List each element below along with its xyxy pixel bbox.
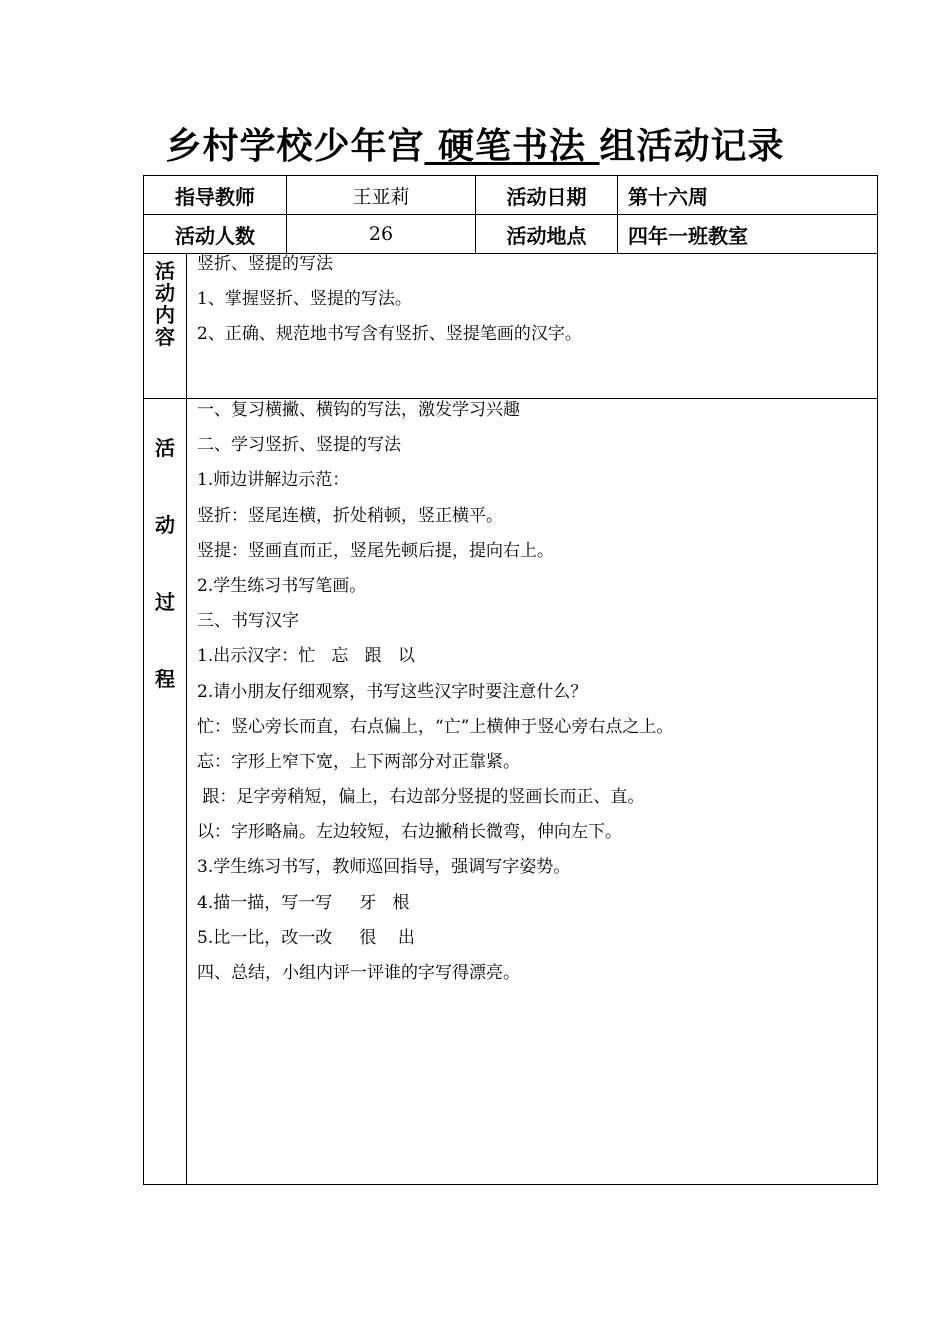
process-label-char: 活 [155, 436, 175, 460]
process-line: 竖折：竖尾连横，折处稍顿，竖正横平。 [197, 505, 503, 526]
process-line: 5.比一比，改一改 很 出 [197, 927, 415, 948]
process-line: 2.请小朋友仔细观察，书写这些汉字时要注意什么？ [197, 681, 588, 702]
content-label-char: 活 [155, 259, 175, 283]
process-label-char: 过 [155, 590, 175, 614]
place-label: 活动地点 [476, 215, 618, 254]
process-line: 一、复习横撇、横钩的写法，激发学习兴趣 [197, 400, 520, 420]
date-label: 活动日期 [476, 176, 618, 215]
process-line: 1.师边讲解边示范： [197, 470, 350, 491]
process-line: 1.出示汉字：忙 忘 跟 以 [197, 646, 415, 667]
process-line: 二、学习竖折、竖提的写法 [197, 435, 401, 456]
process-line: 三、书写汉字 [197, 611, 299, 632]
content-label [144, 254, 187, 399]
process-line: 4.描一描，写一写 牙 根 [197, 892, 410, 913]
process-line: 竖提：竖画直而正，竖尾先顿后提，提向右上。 [197, 540, 554, 561]
process-line: 忘：字形上窄下宽，上下两部分对正靠紧。 [197, 751, 520, 772]
date-value: 第十六周 [618, 176, 878, 215]
content-line: 2、正确、规范地书写含有竖折、竖提笔画的汉字。 [197, 324, 582, 345]
teacher-value: 王亚莉 [287, 176, 476, 215]
process-label [144, 399, 187, 1185]
content-line: 竖折、竖提的写法 [197, 254, 333, 274]
teacher-label: 指导教师 [144, 176, 287, 215]
process-line: 四、总结，小组内评一评谁的字写得漂亮。 [197, 963, 520, 983]
title-prefix: 乡村学校少年宫 [165, 125, 425, 167]
content-label-char: 动 [155, 281, 175, 305]
count-label: 活动人数 [144, 215, 287, 254]
content-label-char: 内 [155, 303, 175, 327]
content-line: 1、掌握竖折、竖提的写法。 [197, 289, 412, 310]
place-value: 四年一班教室 [618, 215, 878, 254]
process-label-char: 程 [155, 667, 175, 691]
record-table [143, 175, 878, 1185]
content-label-char: 容 [155, 325, 175, 349]
page-title [0, 118, 950, 169]
process-line: 2.学生练习书写笔画。 [197, 575, 367, 596]
process-line: 以：字形略扁。左边较短，右边撇稍长微弯，伸向左下。 [197, 822, 622, 843]
content-body [187, 254, 878, 399]
title-subject: 硬笔书法 [424, 125, 600, 167]
process-line: 忙：竖心旁长而直，右点偏上，“亡”上横伸于竖心旁右点之上。 [197, 716, 674, 737]
title-suffix: 组活动记录 [599, 125, 785, 167]
process-line: 3.学生练习书写，教师巡回指导，强调写字姿势。 [197, 857, 571, 878]
process-line: 跟：足字旁稍短，偏上，右边部分竖提的竖画长而正、直。 [197, 787, 645, 808]
process-body [187, 399, 878, 1185]
process-label-char: 动 [155, 513, 175, 537]
count-value: 26 [287, 215, 476, 254]
